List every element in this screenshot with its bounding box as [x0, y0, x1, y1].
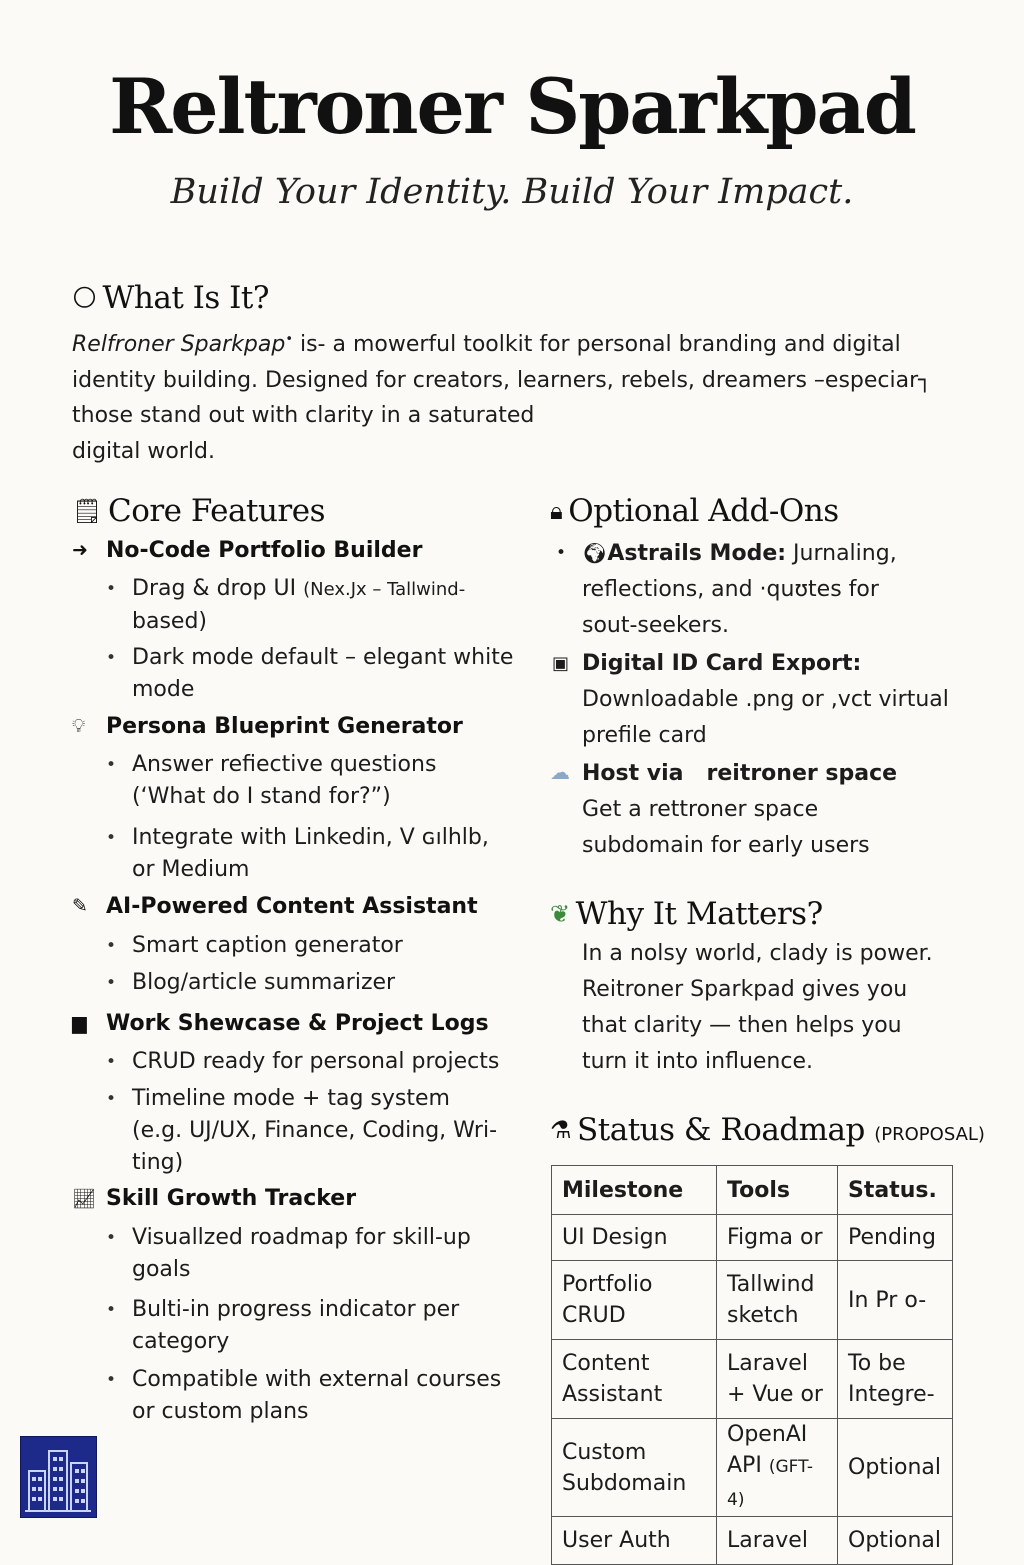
- feature-portfolio-builder: ➜ No-Code Portfolio Builder: [72, 538, 423, 563]
- why-paragraph: In a nolsy world, clady is power. Reitroner Sparkpad gives you that clarity — then helps you turn it into influence.: [582, 941, 933, 1074]
- roadmap-note: (PROPOSAL): [874, 1124, 985, 1145]
- list-item: • Answer refiective questions (‘What do I stand for?”): [132, 749, 522, 813]
- feature-work-showcase: ▆ Work Shewcase & Project Logs: [72, 1011, 489, 1036]
- core-features-heading: 🗒 Core Features: [72, 493, 326, 529]
- list-item: • Timeline mode + tag system (e.g. UJ/UX, Finance, Coding, Wri- ting): [132, 1083, 522, 1179]
- list-item: • Bulti-in progress indicator per category: [132, 1294, 522, 1358]
- globe-icon: 🌍︎: [582, 541, 608, 565]
- list-item: • Integrate with Linkedin, V ɢılhlb, or Medium: [132, 822, 522, 886]
- id-card-icon: ▣: [552, 653, 570, 674]
- list-item: • Smart caption generator: [132, 930, 522, 962]
- roadmap-table: [551, 1165, 953, 1565]
- table-row: Custom Subdomain OpenAI API (GFT-4) Optional: [552, 1419, 953, 1517]
- addon-id-card: ▣ Digital ID Card Export: Downloadable .png or ,vct virtual prefile card: [582, 646, 972, 754]
- lightbulb-icon: 💡︎: [72, 715, 86, 737]
- addon-astrails: • 🌍︎Astrails Mode: Jurnaling, reflections, and ·quʊtes for sout-seekers.: [556, 541, 897, 638]
- list-item: • Blog/article summarizer: [132, 967, 522, 999]
- feature-ai-content-assistant: ✎ AI-Powered Content Assistant: [72, 894, 478, 919]
- table-row: Content Assistant Laravel + Vue or To be Integre-: [552, 1340, 953, 1419]
- notepad-icon: 🗒: [72, 497, 102, 525]
- leaf-icon: ❦: [550, 900, 570, 928]
- product-name: Relfroner Sparkpap: [72, 332, 286, 357]
- page-title: Reltroner Sparkpad: [109, 62, 915, 151]
- addon-host: ☁ Host via reitroner space Get a rettroner space subdomain for early users: [582, 756, 972, 864]
- flask-icon: ⚗: [550, 1116, 572, 1144]
- tagline: Build Your Identity. Build Your Impact.: [170, 172, 854, 212]
- pen-icon: ✎: [72, 895, 88, 917]
- addons-heading: 🔒︎ Optional Add-Ons: [550, 493, 839, 529]
- chart-icon: 📈︎: [72, 1188, 97, 1210]
- table-row: UI Design Figma or Pending: [552, 1215, 953, 1261]
- list-item: • CRUD ready for personal projects: [132, 1046, 522, 1078]
- list-item: • Compatible with external courses or custom plans: [132, 1364, 522, 1428]
- lock-icon: 🔒︎: [550, 497, 563, 525]
- logo-graphic: [21, 1437, 96, 1517]
- why-heading: ❦ Why It Matters?: [550, 896, 823, 932]
- arrow-icon: ➜: [72, 539, 88, 561]
- book-icon: ▆: [72, 1012, 87, 1034]
- list-item: • Dark mode default – elegant white mode: [132, 642, 522, 706]
- city-building-icon: [20, 1436, 97, 1518]
- roadmap-heading: ⚗ Status & Roadmap (PROPOSAL): [550, 1112, 985, 1148]
- list-item: • Drag & drop UI (Nex.Jx – Tallwind- based): [132, 573, 522, 638]
- intro-paragraph: Relfroner Sparkpap• is- a mowerful toolkit for personal branding and digital identity building. Designed for creators, learners, rebels, dreamers –especiar┐ those stand out with clarity in a saturated digital world.: [72, 332, 932, 464]
- moon-icon: 🌕︎: [72, 284, 97, 312]
- feature-skill-growth-tracker: 📈︎ Skill Growth Tracker: [72, 1186, 357, 1211]
- feature-persona-blueprint: 💡︎ Persona Blueprint Generator: [72, 714, 463, 739]
- table-row: User Auth Laravel Optional: [552, 1517, 953, 1565]
- table-header-row: Milestone Tools Status.: [552, 1166, 953, 1215]
- what-is-it-heading: 🌕︎ What Is It?: [72, 280, 269, 316]
- table-row: Portfolio CRUD Tallwind sketch In Pr o-: [552, 1261, 953, 1340]
- list-item: • Visuallzed roadmap for skill-up goals: [132, 1222, 522, 1286]
- cloud-icon: ☁: [550, 760, 570, 784]
